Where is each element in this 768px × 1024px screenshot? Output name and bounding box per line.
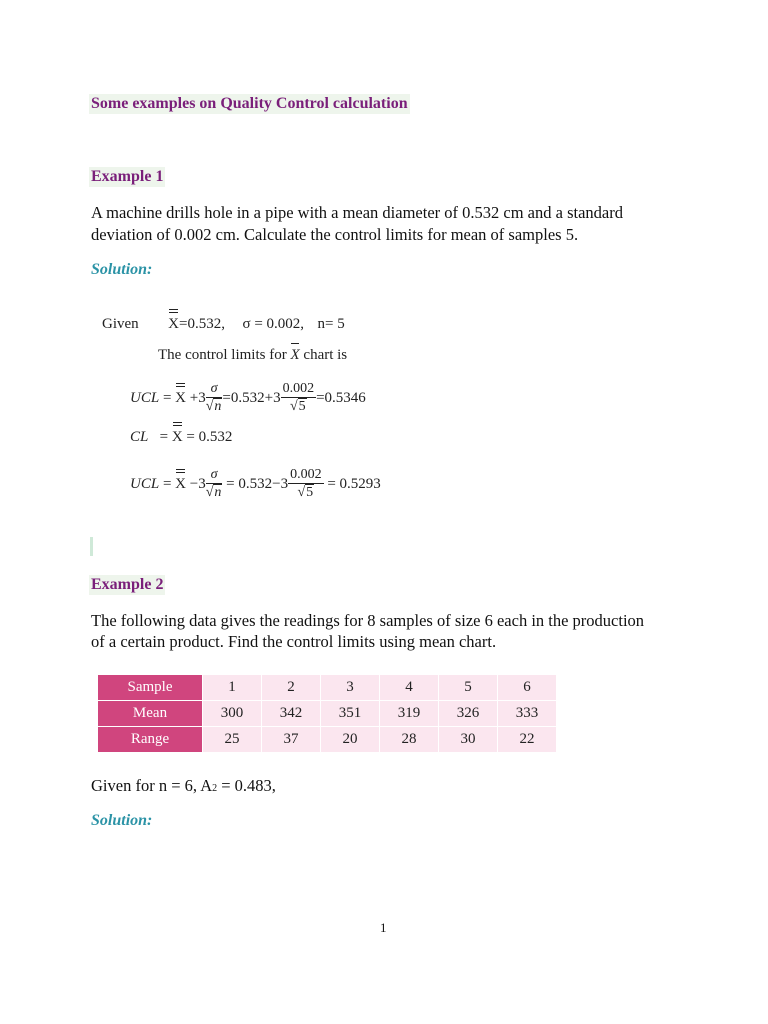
table-cell: 6 <box>498 675 557 701</box>
example-1-solution-label: Solution: <box>91 261 153 278</box>
table-cell: 4 <box>380 675 439 701</box>
ucl-result: =0.5346 <box>316 389 366 406</box>
table-cell: 326 <box>439 701 498 727</box>
example-2-solution-label: Solution: <box>91 812 153 829</box>
control-limits-text <box>158 347 347 364</box>
table-cell: 333 <box>498 701 557 727</box>
table-cell: 351 <box>321 701 380 727</box>
given-xbar-value: =0.532, <box>179 316 225 332</box>
given-line <box>102 316 345 333</box>
ucl-value-fraction: $\frac{0.002}{√5}$ <box>282 381 315 414</box>
table-cell: 22 <box>498 727 557 753</box>
given-a2-value: = 0.483, <box>217 776 276 795</box>
lcl-result: = 0.5293 <box>327 475 381 492</box>
table-row-mean <box>98 701 557 727</box>
cl-xdoublebar: X <box>171 429 183 445</box>
ucl-formula: UCL = X +3 $\frac{\sigma}{√n}$ =0.532+3 $\frac{0.002}{√5}$ =0.5346 <box>130 381 366 414</box>
given-a2-text <box>91 775 276 800</box>
row-label-mean: Mean <box>98 701 203 727</box>
sample-data-table <box>97 674 557 753</box>
page-number: 1 <box>380 920 387 935</box>
given-n: n= 5 <box>317 316 345 332</box>
example-2-text-line-2: of a certain product. Find the control limits using mean chart. <box>91 632 497 651</box>
given-sigma: σ = 0.002, <box>242 316 305 332</box>
table-cell: 300 <box>203 701 262 727</box>
table-cell: 3 <box>321 675 380 701</box>
table-cell: 342 <box>262 701 321 727</box>
given-a2-prefix: Given for n = 6, A <box>91 776 213 795</box>
lcl-sigma-fraction: $\frac{\sigma}{√n}$ <box>205 467 222 500</box>
table-cell: 25 <box>203 727 262 753</box>
cl-formula: CL = X = 0.532 <box>130 429 233 445</box>
lcl-value-fraction: $\frac{0.002}{√5}$ <box>290 467 322 500</box>
ucl-mid: =0.532+3 <box>222 389 281 406</box>
table-row-range <box>98 727 557 753</box>
ucl-label: UCL <box>130 389 160 406</box>
example-2-heading: Example 2 <box>91 576 164 593</box>
table-cell: 319 <box>380 701 439 727</box>
table-cell: 28 <box>380 727 439 753</box>
lcl-formula: UCL = X −3 $\frac{\sigma}{√n}$ = 0.532−3 $\frac{0.002}{√5}$ = 0.5293 <box>130 467 381 500</box>
example-1-text-line-1: A machine drills hole in a pipe with a mean diameter of 0.532 cm and a standard <box>91 203 623 222</box>
table-cell: 2 <box>262 675 321 701</box>
table-cell: 20 <box>321 727 380 753</box>
lcl-label: UCL <box>130 475 160 492</box>
table-cell: 5 <box>439 675 498 701</box>
xbar-symbol: X <box>290 347 300 363</box>
cl-result: = 0.532 <box>186 429 233 445</box>
control-text-b: chart is <box>303 347 348 363</box>
table-cell: 1 <box>203 675 262 701</box>
lcl-mid: = 0.532−3 <box>226 475 289 492</box>
page-title: Some examples on Quality Control calculation <box>91 95 408 112</box>
row-label-range: Range <box>98 727 203 753</box>
ucl-xdoublebar: X <box>175 389 186 406</box>
text-cursor-marker <box>90 537 93 556</box>
control-text-a: The control limits for <box>158 347 287 363</box>
row-label-sample: Sample <box>98 675 203 701</box>
table-row-sample <box>98 675 557 701</box>
table-cell: 30 <box>439 727 498 753</box>
example-1-text-line-2: deviation of 0.002 cm. Calculate the control limits for mean of samples 5. <box>91 225 579 244</box>
ucl-sigma-fraction: $\frac{\sigma}{√n}$ <box>205 381 222 414</box>
lcl-xdoublebar: X <box>175 475 186 492</box>
cl-label: CL <box>130 429 149 445</box>
table-cell: 37 <box>262 727 321 753</box>
given-label: Given <box>102 316 139 332</box>
example-1-heading: Example 1 <box>91 168 164 185</box>
example-2-text-line-1: The following data gives the readings for 8 samples of size 6 each in the production <box>91 611 645 630</box>
given-a2-subscript: 2 <box>212 783 218 794</box>
xdoublebar-symbol: X <box>168 316 180 332</box>
